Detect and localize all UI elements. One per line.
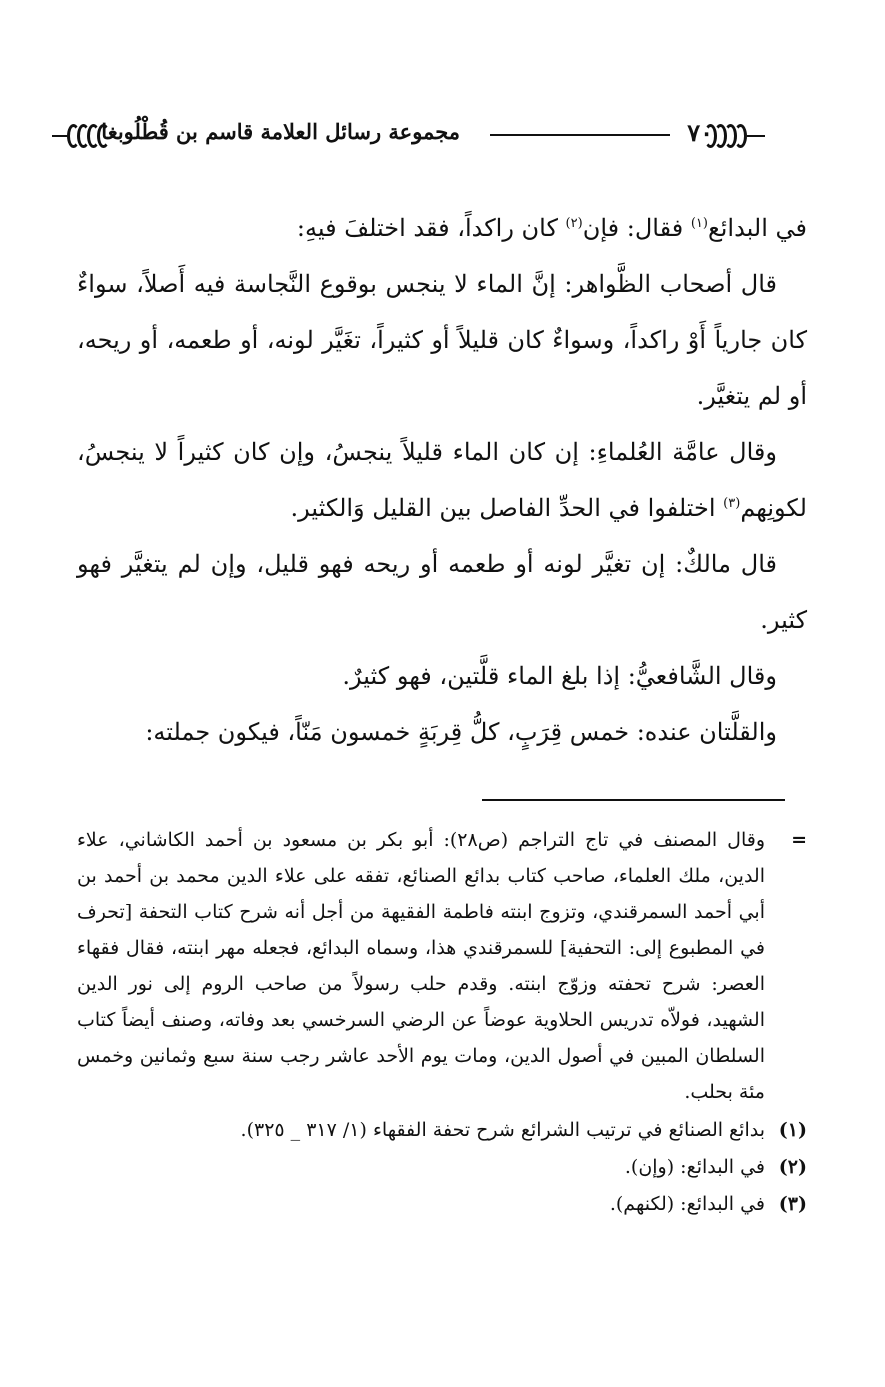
paragraph: والقلَّتان عنده: خمس قِرَبٍ، كلُّ قِربَةٍ خمسون مَنّاً، فيكون جملته: (145, 718, 777, 746)
footnotes (77, 822, 807, 1221)
running-title: مجموعة رسائل العلامة قاسم بن قُطْلُوبغا (101, 119, 460, 144)
paragraph: وقال عامَّة العُلماءِ: إن كان الماء قليلاً ينجسُ، وإن كان كثيراً لا ينجسُ، لكونِهم$^{(٣)}$ اختلفوا في الحدِّ الفاصل بين القليل وَالكثير. (77, 438, 807, 522)
footnote-item: (٣) في البدائع: (لكنهم). (77, 1187, 807, 1221)
footnote-ref[interactable]: (١) (690, 216, 708, 231)
paragraph: في البدائع$^{(١)}$ فقال: فإن$^{(٢)}$ كان راكداً، فقد اختلفَ فيهِ: (296, 214, 807, 242)
header-rule (490, 134, 670, 136)
footnote-ref[interactable]: (٣) (723, 496, 741, 511)
running-header (52, 118, 765, 152)
footnote-number: (١) (778, 1119, 807, 1141)
footnote-item: (١) بدائع الصنائع في ترتيب الشرائع شرح تحفة الفقهاء (١/ ٣١٧ _ ٣٢٥). (77, 1113, 807, 1147)
header-ornament-left (52, 124, 110, 148)
footnote-number: (٣) (778, 1193, 807, 1215)
paragraph: قال أصحاب الظَّواهر: إنَّ الماء لا ينجس بوقوع النَّجاسة فيه أَصلاً، سواءٌ كان جارياً أَوْ راكداً، وسواءٌ كان قليلاً أو كثيراً، تغَيَّر لونه، أو طعمه، أو ريحه، أو لم يتغيَّر. (77, 270, 807, 410)
footnote-ref[interactable]: (٢) (565, 216, 583, 231)
paragraph: وقال الشَّافعيُّ: إذا بلغ الماء قلَّتين، فهو كثيرٌ. (342, 662, 777, 690)
paragraph: قال مالكٌ: إن تغيَّر لونه أو طعمه أو ريحه فهو قليل، وإن لم يتغيَّر فهو كثير. (77, 550, 807, 634)
continuation-marker: = (791, 829, 807, 851)
header-ornament-right (707, 124, 765, 148)
footnote-item: (٢) في البدائع: (وإن). (77, 1150, 807, 1184)
page-number: ٧٠ (687, 118, 713, 147)
main-text (77, 200, 807, 760)
footnote-continuation: = وقال المصنف في تاج التراجم (ص٢٨): أبو بكر بن مسعود بن أحمد الكاشاني، علاء الدين، ملك العلماء، صاحب كتاب بدائع الصنائع، تفقه على علاء الدين محمد بن أحمد بن أبي أحمد السمرقندي، وتزوج ابنته فاطمة الفقيهة من أجل أنه شرح كتاب التحفة [تحرف في المطبوع إلى: التحفية] للسمرقندي هذا، وسماه البدائع، فجعله مهر ابنته، فقال فقهاء العصر: شرح تحفته وزوّج ابنته. وقدم حلب رسولاً من صاحب الروم إلى نور الدين الشهيد، فولاّه تدريس الحلاوية عوضاً عن الرضي السرخسي بعد وفاته، وصنف أيضاً كتاب السلطان المبين في أصول الدين، ومات يوم الأحد عاشر رجب سنة سبع وثمانين وخمس مئة بحلب. (77, 822, 807, 1110)
footnote-separator (482, 799, 785, 801)
footnote-number: (٢) (778, 1156, 807, 1178)
